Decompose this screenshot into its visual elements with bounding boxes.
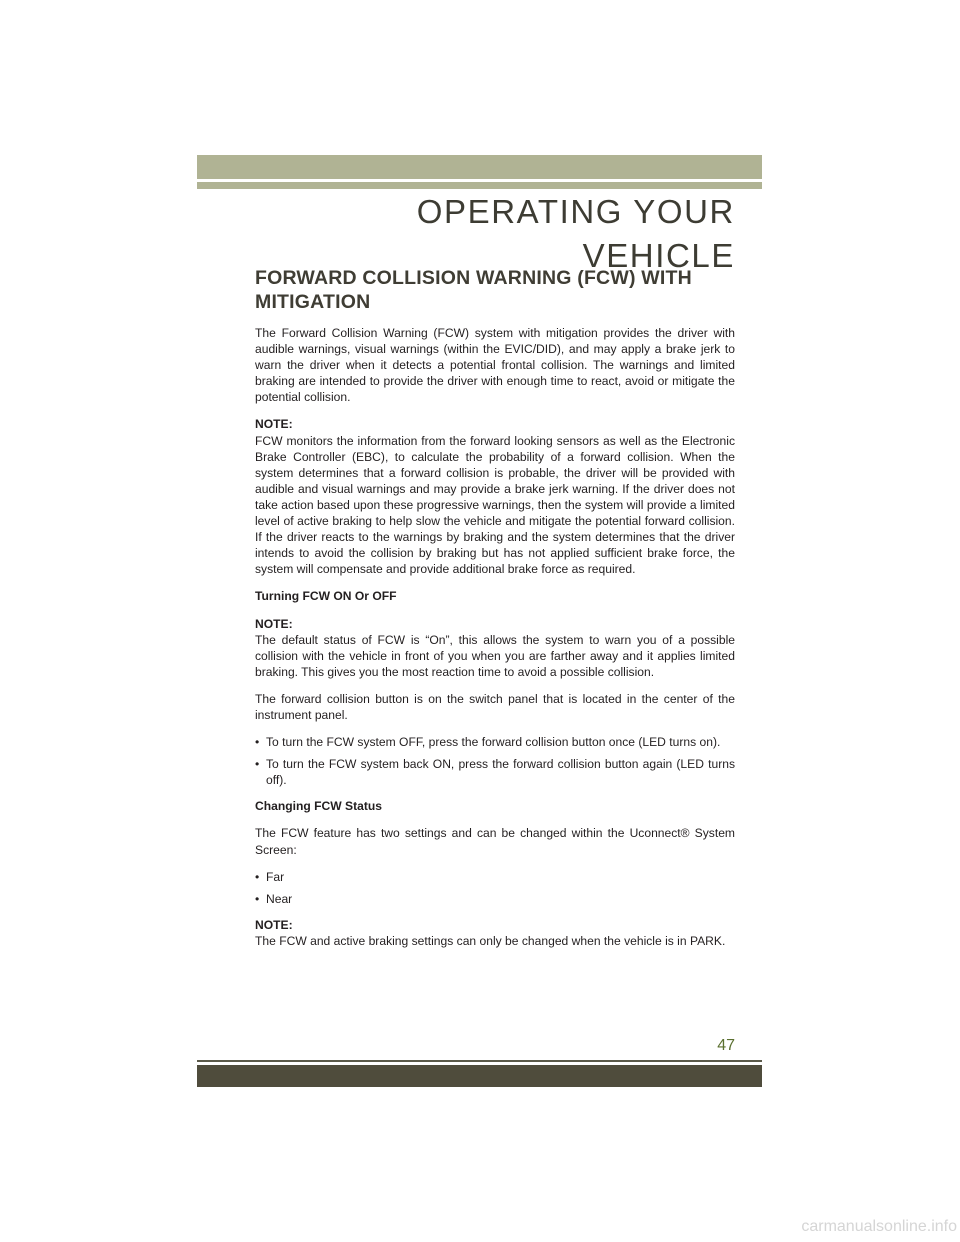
settings-paragraph: The FCW feature has two settings and can be changed within the Uconnect® System Screen:	[255, 826, 735, 857]
list-item-text: Far	[266, 869, 285, 884]
intro-paragraph: The Forward Collision Warning (FCW) system with mitigation provides the driver with audible warnings, visual warnings (within the EVIC/DID), and may apply a brake jerk to warn the driver when it detects a potential frontal collision. The warnings and limited braking are intended to provide the driver with enough time to react, avoid or mitigate the potential collision.	[255, 326, 735, 405]
watermark: carmanualsonline.info	[801, 1218, 957, 1235]
note-label: NOTE:	[255, 417, 293, 432]
list-item	[255, 869, 735, 885]
note-park	[255, 917, 735, 949]
header-band-thin	[197, 182, 762, 189]
main-content	[255, 266, 735, 960]
subheading-turning-fcw: Turning FCW ON Or OFF	[255, 589, 397, 604]
note-fcw-monitors	[255, 416, 735, 577]
header-band	[197, 155, 762, 179]
settings-list	[255, 869, 735, 907]
bullet-icon: •	[255, 757, 260, 772]
footer-rule	[197, 1060, 762, 1062]
bullet-icon: •	[255, 891, 260, 906]
list-item	[255, 891, 735, 907]
note-label: NOTE:	[255, 616, 293, 631]
note-text: The default status of FCW is “On”, this allows the system to warn you of a possible collision with the vehicle in front of you when you are farther away and it applies limited braking. This gives you the most reaction time to avoid a possible collision.	[255, 632, 735, 679]
section-title: OPERATING YOUR VEHICLE	[416, 193, 735, 274]
list-item	[255, 756, 735, 788]
page-title: FORWARD COLLISION WARNING (FCW) WITH MITIGATION	[255, 267, 692, 313]
subheading-changing-status: Changing FCW Status	[255, 799, 382, 814]
list-item-text: To turn the FCW system OFF, press the forward collision button once (LED turns on).	[266, 735, 721, 750]
list-item-text: To turn the FCW system back ON, press the forward collision button again (LED turns off).	[266, 757, 735, 788]
onoff-list	[255, 734, 735, 788]
page-number: 47	[717, 1037, 735, 1054]
note-text: The FCW and active braking settings can only be changed when the vehicle is in PARK.	[255, 933, 726, 948]
button-location-paragraph: The forward collision button is on the switch panel that is located in the center of the instrument panel.	[255, 691, 735, 722]
note-label: NOTE:	[255, 917, 293, 932]
bullet-icon: •	[255, 735, 260, 750]
note-default-status	[255, 616, 735, 680]
bullet-icon: •	[255, 869, 260, 884]
footer-band	[197, 1065, 762, 1087]
note-text: FCW monitors the information from the forward looking sensors as well as the Electronic Brake Controller (EBC), to calculate the probability of a forward collision. When the system determines that a forward collision is probable, the driver will be provided with audible and visual warnings and may provide a brake jerk warning. If the driver does not take action based upon these progressive warnings, then the system will provide a limited level of active braking to help slow the vehicle and mitigate the potential forward collision. If the driver reacts to the warnings by braking and the system determines that the driver intends to avoid the collision by braking but has not applied sufficient brake force, the system will compensate and provide additional brake force as required.	[255, 433, 735, 577]
list-item-text: Near	[266, 891, 293, 906]
list-item	[255, 734, 735, 750]
